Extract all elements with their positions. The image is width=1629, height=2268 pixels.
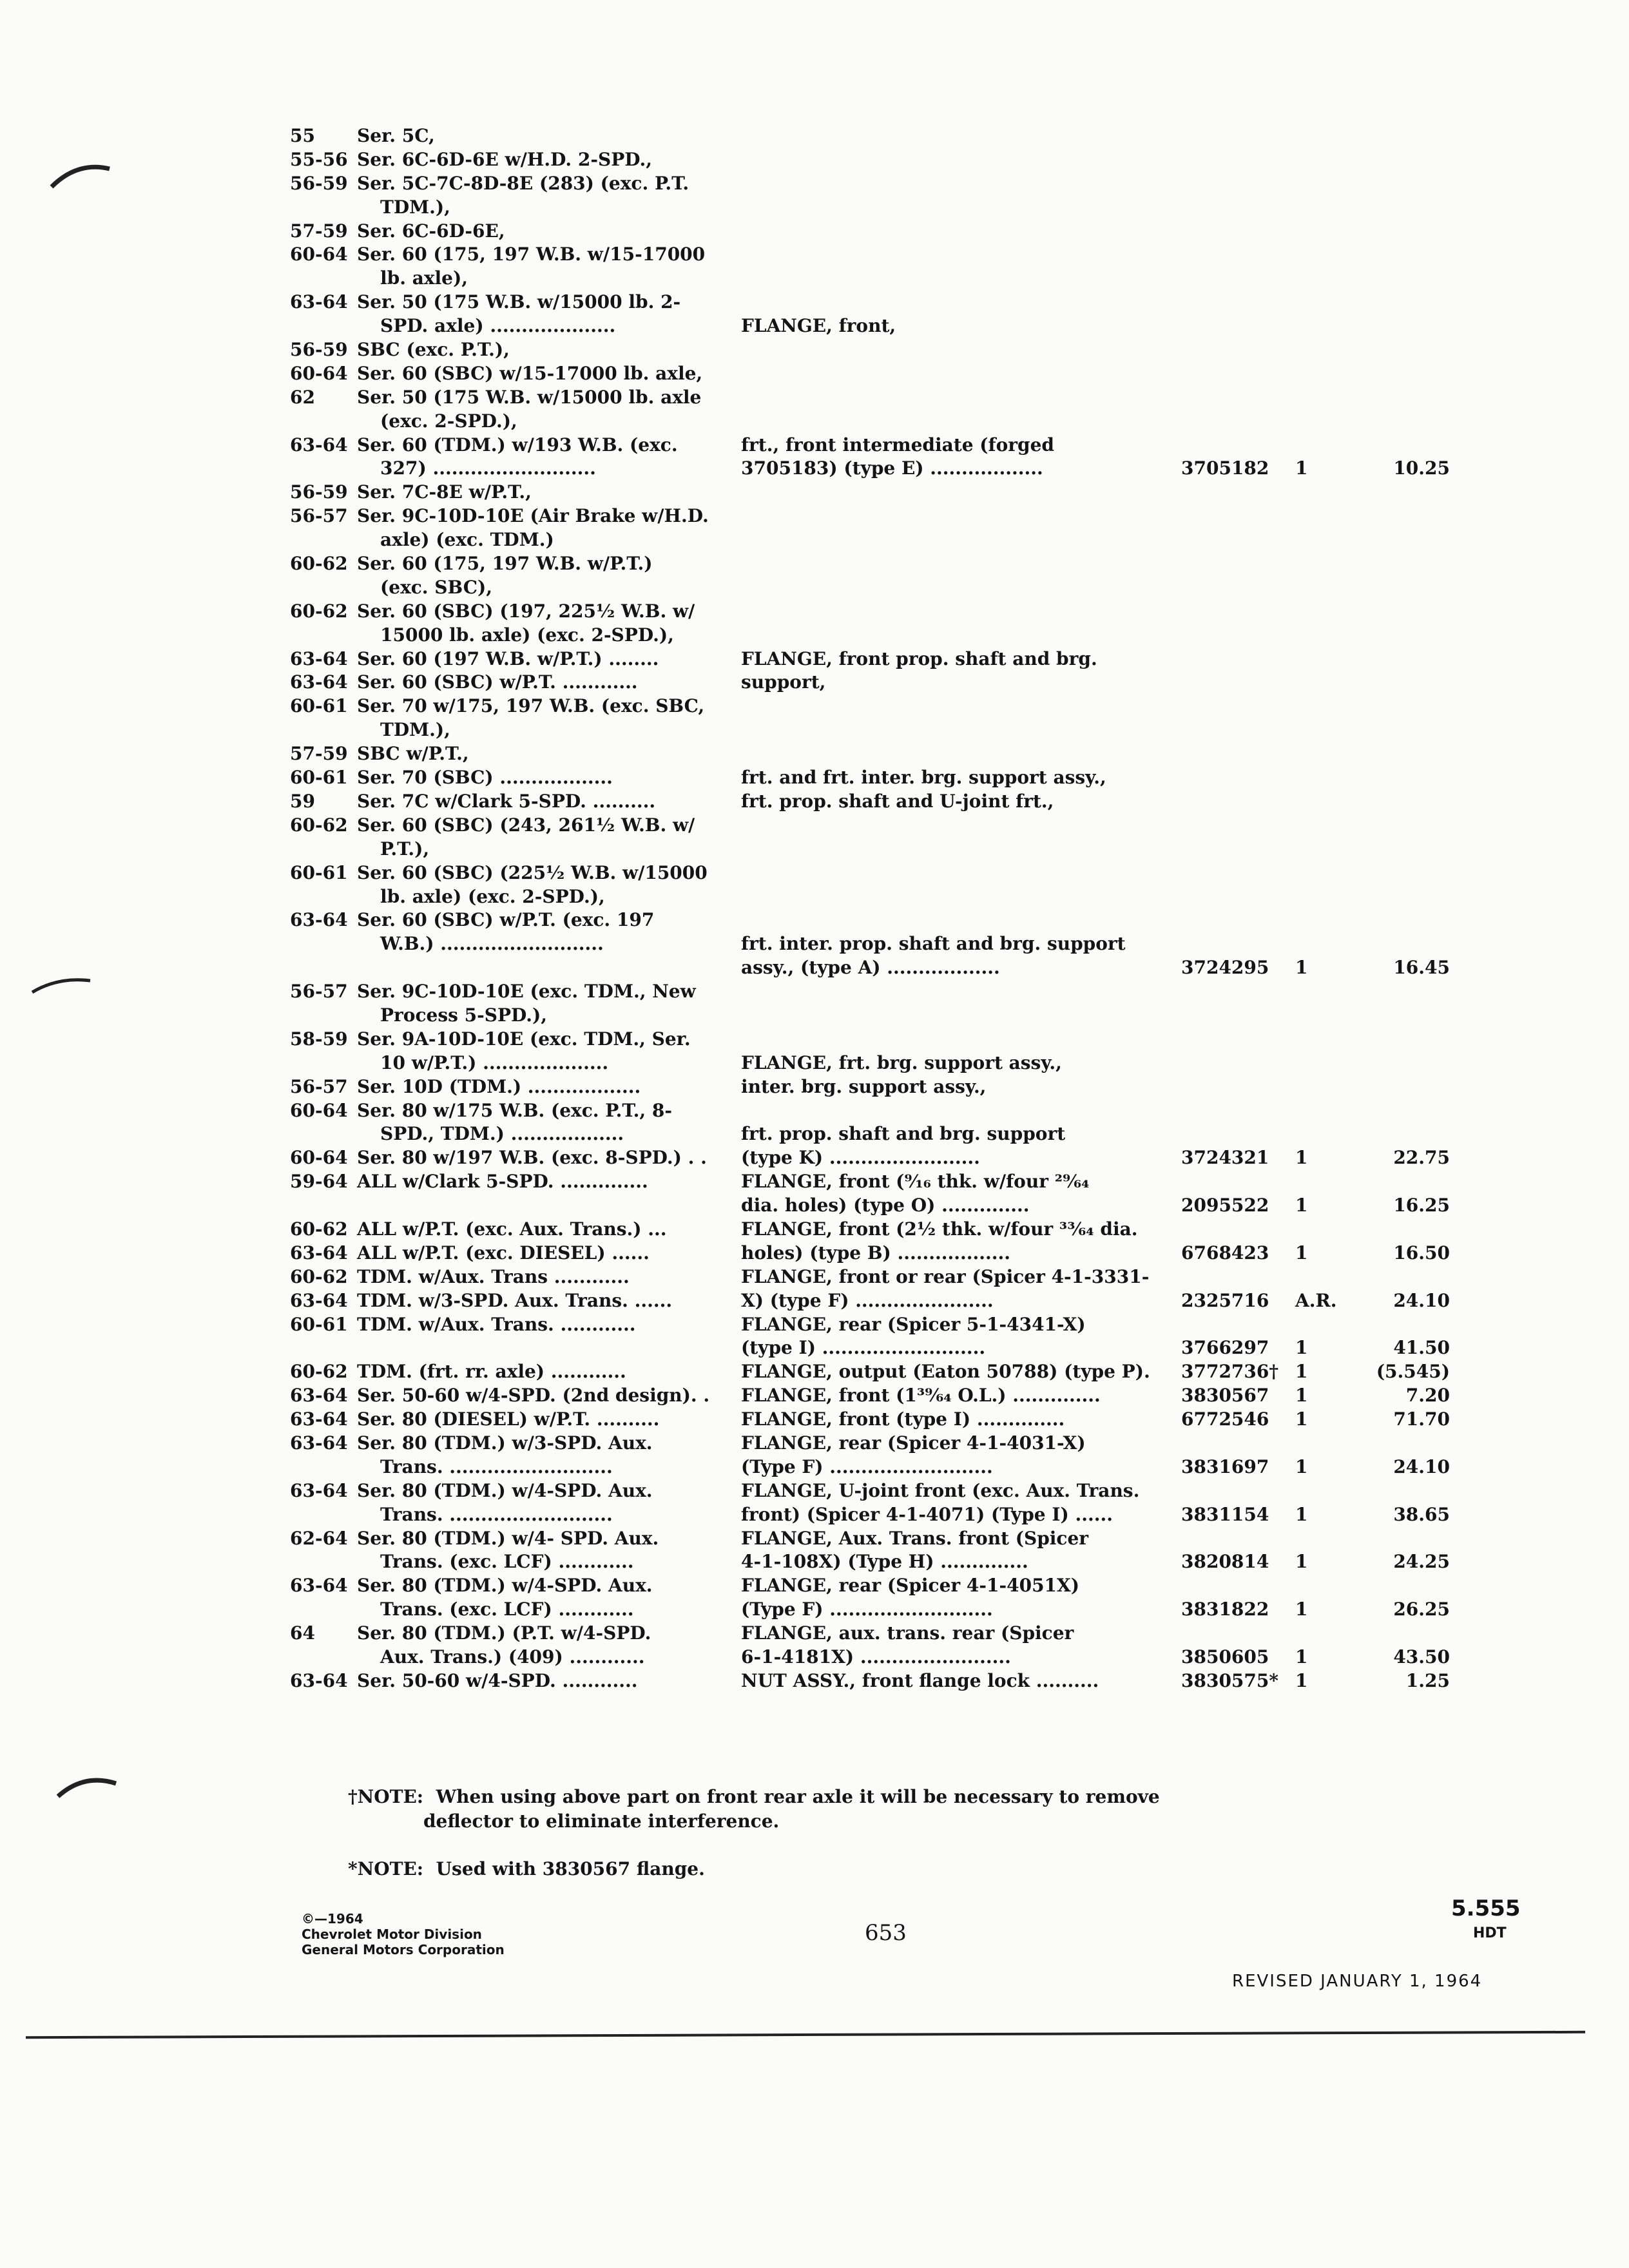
- parts-row: [290, 1170, 1424, 1194]
- model-cell: Ser. 9C-10D-10E (exc. TDM., New: [357, 981, 696, 1003]
- parts-row: [290, 1408, 1450, 1432]
- year-cell: 64: [290, 1622, 315, 1644]
- year-cell: 63-64: [290, 1242, 348, 1264]
- year-cell: 55-56: [290, 148, 348, 170]
- part-number-cell: 3831697: [1181, 1456, 1269, 1477]
- parts-row: [290, 1265, 1424, 1289]
- copyright-division: Chevrolet Motor Division: [302, 1927, 482, 1942]
- dagger-note-line2: deflector to eliminate interference.: [348, 1811, 780, 1832]
- parts-row: [290, 861, 1424, 885]
- parts-row: [290, 267, 1424, 291]
- model-cell: Ser. 80 (TDM.) w/4-SPD. Aux.: [357, 1575, 653, 1597]
- part-number-cell: 3820814: [1181, 1551, 1269, 1573]
- year-cell: 56-59: [290, 481, 348, 503]
- model-cell: Ser. 9C-10D-10E (Air Brake w/H.D.: [357, 505, 709, 527]
- part-number-cell: 6768423: [1181, 1242, 1269, 1264]
- parts-row: [290, 1028, 1424, 1052]
- description-cell: FLANGE, aux. trans. rear (Spicer: [741, 1622, 1074, 1644]
- parts-row: [290, 576, 1424, 600]
- year-cell: 60-62: [290, 1361, 348, 1383]
- model-cell: TDM. (frt. rr. axle) ............: [357, 1361, 626, 1383]
- year-cell: 63-64: [290, 1408, 348, 1430]
- year-cell: 63-64: [290, 1289, 348, 1311]
- parts-row: [290, 695, 1424, 718]
- parts-row: [290, 1669, 1450, 1693]
- model-cell: Ser. 7C-8E w/P.T.,: [357, 481, 532, 503]
- quantity-cell: 1: [1295, 1242, 1308, 1264]
- parts-row: [290, 980, 1424, 1004]
- quantity-cell: 1: [1295, 957, 1308, 979]
- parts-row: [290, 1550, 1450, 1574]
- model-cell: TDM. w/3-SPD. Aux. Trans. ......: [357, 1289, 673, 1311]
- parts-row: [290, 1432, 1424, 1456]
- description-cell: holes) (type B) ..................: [741, 1242, 1010, 1264]
- price-cell: 41.50: [1393, 1337, 1450, 1359]
- model-cell: Ser. 50 (175 W.B. w/15000 lb. axle: [357, 386, 702, 408]
- parts-row: [290, 410, 1424, 434]
- section-sub: HDT: [1473, 1925, 1507, 1941]
- price-cell: 71.70: [1393, 1408, 1450, 1430]
- price-cell: 1.25: [1405, 1669, 1450, 1691]
- model-cell: SBC w/P.T.,: [357, 743, 469, 765]
- model-cell: TDM.),: [380, 196, 450, 218]
- parts-row: [290, 457, 1450, 481]
- model-cell: Ser. 80 w/175 W.B. (exc. P.T., 8-: [357, 1099, 672, 1121]
- part-number-cell: 3850605: [1181, 1646, 1269, 1667]
- description-cell: FLANGE, frt. brg. support assy.,: [741, 1052, 1062, 1073]
- year-cell: 60-64: [290, 362, 348, 384]
- model-cell: Ser. 6C-6D-6E,: [357, 220, 505, 242]
- year-cell: 60-62: [290, 1218, 348, 1240]
- year-cell: 58-59: [290, 1028, 348, 1050]
- model-cell: Ser. 9A-10D-10E (exc. TDM., Ser.: [357, 1028, 691, 1050]
- quantity-cell: 1: [1295, 1599, 1308, 1620]
- description-cell: FLANGE, front,: [741, 315, 896, 337]
- copyright-year: ©—1964: [302, 1911, 363, 1927]
- notes: [348, 1785, 1160, 1881]
- model-cell: Ser. 5C,: [357, 125, 435, 146]
- year-cell: 60-62: [290, 600, 348, 622]
- model-cell: ALL w/Clark 5-SPD. ..............: [357, 1171, 648, 1193]
- parts-row: [290, 1075, 1424, 1099]
- description-cell: 3705183) (type E) ..................: [741, 457, 1043, 479]
- model-cell: Ser. 60 (SBC) (225½ W.B. w/15000: [357, 861, 708, 883]
- model-cell: lb. axle),: [380, 267, 468, 289]
- description-cell: inter. brg. support assy.,: [741, 1075, 987, 1097]
- description-cell: frt. inter. prop. shaft and brg. support: [741, 933, 1126, 955]
- parts-row: [290, 908, 1424, 932]
- model-cell: Ser. 80 (TDM.) (P.T. w/4-SPD.: [357, 1622, 651, 1644]
- model-cell: Aux. Trans.) (409) ............: [380, 1646, 645, 1667]
- description-cell: frt. and frt. inter. brg. support assy.,: [741, 767, 1106, 789]
- parts-row: [290, 718, 1424, 742]
- description-cell: (Type F) ..........................: [741, 1456, 993, 1477]
- parts-row: [290, 172, 1424, 196]
- model-cell: TDM.),: [380, 719, 450, 741]
- description-cell: support,: [741, 671, 826, 693]
- year-cell: 55: [290, 125, 315, 146]
- quantity-cell: 1: [1295, 1669, 1308, 1691]
- description-cell: FLANGE, front or rear (Spicer 4-1-3331-: [741, 1265, 1150, 1287]
- model-cell: Process 5-SPD.),: [380, 1004, 548, 1026]
- quantity-cell: 1: [1295, 1361, 1308, 1383]
- description-cell: FLANGE, rear (Spicer 5-1-4341-X): [741, 1313, 1086, 1335]
- description-cell: FLANGE, front (type I) ..............: [741, 1408, 1065, 1430]
- part-number-cell: 3830567: [1181, 1385, 1269, 1407]
- model-cell: Ser. 80 w/197 W.B. (exc. 8-SPD.) . .: [357, 1147, 707, 1169]
- parts-row: [290, 600, 1424, 624]
- model-cell: Ser. 60 (175, 197 W.B. w/15-17000: [357, 244, 706, 265]
- model-cell: 327) ..........................: [380, 457, 596, 479]
- year-cell: 56-57: [290, 505, 348, 527]
- year-cell: 63-64: [290, 434, 348, 456]
- model-cell: Ser. 60 (197 W.B. w/P.T.) ........: [357, 648, 659, 669]
- model-cell: Ser. 60 (SBC) w/15-17000 lb. axle,: [357, 362, 703, 384]
- parts-row: [290, 1242, 1450, 1265]
- parts-row: [290, 196, 1424, 220]
- price-cell: (5.545): [1376, 1361, 1450, 1383]
- model-cell: TDM. w/Aux. Trans. ............: [357, 1313, 636, 1335]
- parts-row: [290, 124, 1424, 148]
- parts-row: [290, 766, 1424, 790]
- quantity-cell: 1: [1295, 1646, 1308, 1667]
- part-number-cell: 3831154: [1181, 1503, 1269, 1525]
- model-cell: Ser. 7C w/Clark 5-SPD. ..........: [357, 790, 656, 812]
- price-cell: 16.45: [1393, 957, 1450, 979]
- year-cell: 60-64: [290, 244, 348, 265]
- part-number-cell: 3724295: [1181, 957, 1269, 979]
- part-number-cell: 3830575*: [1181, 1669, 1279, 1691]
- price-cell: 38.65: [1393, 1503, 1450, 1525]
- parts-row: [290, 386, 1424, 410]
- parts-row: [290, 314, 1424, 338]
- parts-row: [290, 885, 1424, 909]
- quantity-cell: 1: [1295, 1503, 1308, 1525]
- punch-mark-bottom: [52, 1765, 122, 1804]
- model-cell: Ser. 5C-7C-8D-8E (283) (exc. P.T.: [357, 172, 689, 194]
- copyright-corporation: General Motors Corporation: [302, 1942, 505, 1957]
- year-cell: 59: [290, 790, 315, 812]
- description-cell: FLANGE, rear (Spicer 4-1-4031-X): [741, 1432, 1086, 1454]
- price-cell: 24.10: [1393, 1289, 1450, 1311]
- punch-mark-middle: [26, 966, 97, 1005]
- model-cell: Ser. 50 (175 W.B. w/15000 lb. 2-: [357, 291, 681, 313]
- copyright-block: [302, 1911, 505, 1957]
- quantity-cell: 1: [1295, 1408, 1308, 1430]
- parts-row: [290, 1503, 1450, 1527]
- year-cell: 63-64: [290, 1385, 348, 1407]
- parts-row: [290, 814, 1424, 838]
- year-cell: 60-61: [290, 1313, 348, 1335]
- quantity-cell: A.R.: [1295, 1289, 1337, 1311]
- description-cell: FLANGE, front (2½ thk. w/four ³³⁄₆₄ dia.: [741, 1218, 1138, 1240]
- model-cell: Ser. 80 (TDM.) w/4- SPD. Aux.: [357, 1527, 659, 1549]
- model-cell: ALL w/P.T. (exc. Aux. Trans.) ...: [357, 1218, 667, 1240]
- description-cell: 4-1-108X) (Type H) ..............: [741, 1551, 1028, 1573]
- description-cell: frt., front intermediate (forged: [741, 434, 1054, 456]
- description-cell: dia. holes) (type O) ..............: [741, 1195, 1030, 1216]
- parts-row: [290, 1289, 1450, 1313]
- parts-row: [290, 291, 1424, 314]
- parts-row: [290, 243, 1424, 267]
- parts-row: [290, 362, 1424, 386]
- quantity-cell: 1: [1295, 1337, 1308, 1359]
- model-cell: Ser. 60 (175, 197 W.B. w/P.T.): [357, 553, 653, 575]
- year-cell: 57-59: [290, 743, 348, 765]
- parts-row: [290, 434, 1424, 457]
- description-cell: FLANGE, Aux. Trans. front (Spicer: [741, 1527, 1089, 1549]
- year-cell: 56-57: [290, 981, 348, 1003]
- description-cell: FLANGE, front (⁹⁄₁₆ thk. w/four ²⁹⁄₆₄: [741, 1171, 1090, 1193]
- parts-row: [290, 648, 1424, 671]
- year-cell: 60-61: [290, 695, 348, 717]
- model-cell: lb. axle) (exc. 2-SPD.),: [380, 885, 605, 907]
- parts-row: [290, 1313, 1424, 1337]
- bottom-rule: [26, 2031, 1585, 2039]
- parts-row: [290, 671, 1424, 695]
- parts-row: [290, 932, 1424, 956]
- quantity-cell: 1: [1295, 1551, 1308, 1573]
- dagger-note-line1: †NOTE: When using above part on front rear axle it will be necessary to remove: [348, 1786, 1160, 1807]
- model-cell: W.B.) ..........................: [380, 933, 604, 955]
- parts-row: [290, 1004, 1424, 1028]
- parts-row: [290, 528, 1424, 552]
- model-cell: Trans. ..........................: [380, 1503, 613, 1525]
- model-cell: axle) (exc. TDM.): [380, 529, 554, 551]
- description-cell: FLANGE, front prop. shaft and brg.: [741, 648, 1097, 669]
- year-cell: 60-64: [290, 1099, 348, 1121]
- price-cell: 22.75: [1393, 1147, 1450, 1169]
- parts-row: [290, 1646, 1450, 1669]
- model-cell: Ser. 70 (SBC) ..................: [357, 767, 613, 789]
- year-cell: 63-64: [290, 1575, 348, 1597]
- year-cell: 62-64: [290, 1527, 348, 1549]
- year-cell: 60-61: [290, 767, 348, 789]
- parts-row: [290, 624, 1424, 648]
- price-cell: 16.50: [1393, 1242, 1450, 1264]
- description-cell: FLANGE, output (Eaton 50788) (type P).: [741, 1361, 1150, 1383]
- section-number: 5.555: [1451, 1896, 1521, 1921]
- model-cell: Ser. 80 (TDM.) w/4-SPD. Aux.: [357, 1479, 653, 1501]
- quantity-cell: 1: [1295, 1385, 1308, 1407]
- parts-row: [290, 1479, 1424, 1503]
- part-number-cell: 3766297: [1181, 1337, 1269, 1359]
- year-cell: 63-64: [290, 1669, 348, 1691]
- parts-row: [290, 1360, 1450, 1384]
- description-cell: frt. prop. shaft and U-joint frt.,: [741, 790, 1054, 812]
- year-cell: 63-64: [290, 909, 348, 931]
- description-cell: (Type F) ..........................: [741, 1599, 993, 1620]
- part-number-cell: 3772736†: [1181, 1361, 1279, 1383]
- parts-row: [290, 220, 1424, 244]
- year-cell: 60-62: [290, 814, 348, 836]
- description-cell: front) (Spicer 4-1-4071) (Type I) ......: [741, 1503, 1113, 1525]
- parts-row: [290, 742, 1424, 766]
- description-cell: NUT ASSY., front flange lock ..........: [741, 1669, 1099, 1691]
- model-cell: Ser. 10D (TDM.) ..................: [357, 1075, 641, 1097]
- parts-row: [290, 148, 1424, 172]
- model-cell: Ser. 60 (SBC) w/P.T. (exc. 197: [357, 909, 655, 931]
- star-note: *NOTE: Used with 3830567 flange.: [348, 1858, 705, 1879]
- model-cell: P.T.),: [380, 838, 430, 860]
- parts-row: [290, 1146, 1450, 1170]
- model-cell: Ser. 60 (SBC) w/P.T. ............: [357, 671, 638, 693]
- page-number: 653: [865, 1920, 907, 1946]
- part-number-cell: 3705182: [1181, 457, 1269, 479]
- parts-row: [290, 1218, 1424, 1242]
- quantity-cell: 1: [1295, 1195, 1308, 1216]
- year-cell: 63-64: [290, 648, 348, 669]
- year-cell: 56-59: [290, 172, 348, 194]
- parts-row: [290, 1456, 1450, 1479]
- description-cell: FLANGE, rear (Spicer 4-1-4051X): [741, 1575, 1079, 1597]
- year-cell: 62: [290, 386, 315, 408]
- model-cell: Trans. (exc. LCF) ............: [380, 1599, 634, 1620]
- description-cell: X) (type F) ......................: [741, 1289, 994, 1311]
- model-cell: ALL w/P.T. (exc. DIESEL) ......: [357, 1242, 650, 1264]
- parts-row: [290, 790, 1424, 814]
- part-number-cell: 2325716: [1181, 1289, 1269, 1311]
- description-cell: (type K) ........................: [741, 1147, 980, 1169]
- price-cell: 7.20: [1405, 1385, 1450, 1407]
- model-cell: Trans. (exc. LCF) ............: [380, 1551, 634, 1573]
- year-cell: 60-62: [290, 1265, 348, 1287]
- price-cell: 24.10: [1393, 1456, 1450, 1477]
- parts-row: [290, 1099, 1424, 1123]
- model-cell: SBC (exc. P.T.),: [357, 339, 510, 361]
- year-cell: 63-64: [290, 1479, 348, 1501]
- parts-row: [290, 338, 1424, 362]
- description-cell: FLANGE, U-joint front (exc. Aux. Trans.: [741, 1479, 1140, 1501]
- model-cell: 10 w/P.T.) ....................: [380, 1052, 609, 1073]
- model-cell: SPD., TDM.) ..................: [380, 1123, 624, 1145]
- description-cell: frt. prop. shaft and brg. support: [741, 1123, 1066, 1145]
- parts-row: [290, 1384, 1450, 1408]
- parts-row: [290, 1052, 1424, 1075]
- parts-row: [290, 1527, 1424, 1551]
- parts-row: [290, 481, 1424, 505]
- model-cell: Ser. 6C-6D-6E w/H.D. 2-SPD.,: [357, 148, 653, 170]
- punch-mark-top: [45, 155, 116, 193]
- model-cell: Ser. 80 (TDM.) w/3-SPD. Aux.: [357, 1432, 653, 1454]
- parts-row: [290, 1598, 1450, 1622]
- model-cell: Ser. 50-60 w/4-SPD. (2nd design). .: [357, 1385, 710, 1407]
- description-cell: FLANGE, front (1³⁹⁄₆₄ O.L.) ..............: [741, 1385, 1101, 1407]
- parts-row: [290, 1574, 1424, 1598]
- year-cell: 60-62: [290, 553, 348, 575]
- parts-list: [290, 124, 1450, 1693]
- description-cell: assy., (type A) ..................: [741, 957, 1000, 979]
- model-cell: Ser. 50-60 w/4-SPD. ............: [357, 1669, 638, 1691]
- part-number-cell: 3724321: [1181, 1147, 1269, 1169]
- year-cell: 57-59: [290, 220, 348, 242]
- parts-row: [290, 1194, 1450, 1218]
- model-cell: TDM. w/Aux. Trans ............: [357, 1265, 630, 1287]
- parts-row: [290, 1622, 1424, 1646]
- parts-row: [290, 552, 1424, 576]
- model-cell: (exc. SBC),: [380, 576, 492, 598]
- model-cell: Ser. 60 (SBC) (243, 261½ W.B. w/: [357, 814, 695, 836]
- quantity-cell: 1: [1295, 457, 1308, 479]
- year-cell: 63-64: [290, 1432, 348, 1454]
- model-cell: Ser. 70 w/175, 197 W.B. (exc. SBC,: [357, 695, 705, 717]
- model-cell: Ser. 80 (DIESEL) w/P.T. ..........: [357, 1408, 660, 1430]
- price-cell: 16.25: [1393, 1195, 1450, 1216]
- year-cell: 59-64: [290, 1171, 348, 1193]
- quantity-cell: 1: [1295, 1456, 1308, 1477]
- price-cell: 10.25: [1393, 457, 1450, 479]
- parts-row: [290, 838, 1424, 861]
- price-cell: 24.25: [1393, 1551, 1450, 1573]
- parts-row: [290, 956, 1450, 980]
- model-cell: 15000 lb. axle) (exc. 2-SPD.),: [380, 624, 674, 646]
- model-cell: (exc. 2-SPD.),: [380, 410, 517, 432]
- description-cell: 6-1-4181X) ........................: [741, 1646, 1011, 1667]
- year-cell: 63-64: [290, 291, 348, 313]
- part-number-cell: 2095522: [1181, 1195, 1269, 1216]
- parts-row: [290, 1336, 1450, 1360]
- year-cell: 63-64: [290, 671, 348, 693]
- year-cell: 56-59: [290, 339, 348, 361]
- year-cell: 60-64: [290, 1147, 348, 1169]
- part-number-cell: 6772546: [1181, 1408, 1269, 1430]
- year-cell: 60-61: [290, 861, 348, 883]
- model-cell: SPD. axle) ....................: [380, 315, 616, 337]
- price-cell: 26.25: [1393, 1599, 1450, 1620]
- quantity-cell: 1: [1295, 1147, 1308, 1169]
- parts-row: [290, 1122, 1424, 1146]
- model-cell: Ser. 60 (TDM.) w/193 W.B. (exc.: [357, 434, 678, 456]
- year-cell: 56-57: [290, 1075, 348, 1097]
- model-cell: Ser. 60 (SBC) (197, 225½ W.B. w/: [357, 600, 695, 622]
- model-cell: Trans. ..........................: [380, 1456, 613, 1477]
- parts-row: [290, 505, 1424, 528]
- price-cell: 43.50: [1393, 1646, 1450, 1667]
- revised-date: REVISED JANUARY 1, 1964: [1232, 1972, 1483, 1991]
- part-number-cell: 3831822: [1181, 1599, 1269, 1620]
- description-cell: (type I) ..........................: [741, 1337, 986, 1359]
